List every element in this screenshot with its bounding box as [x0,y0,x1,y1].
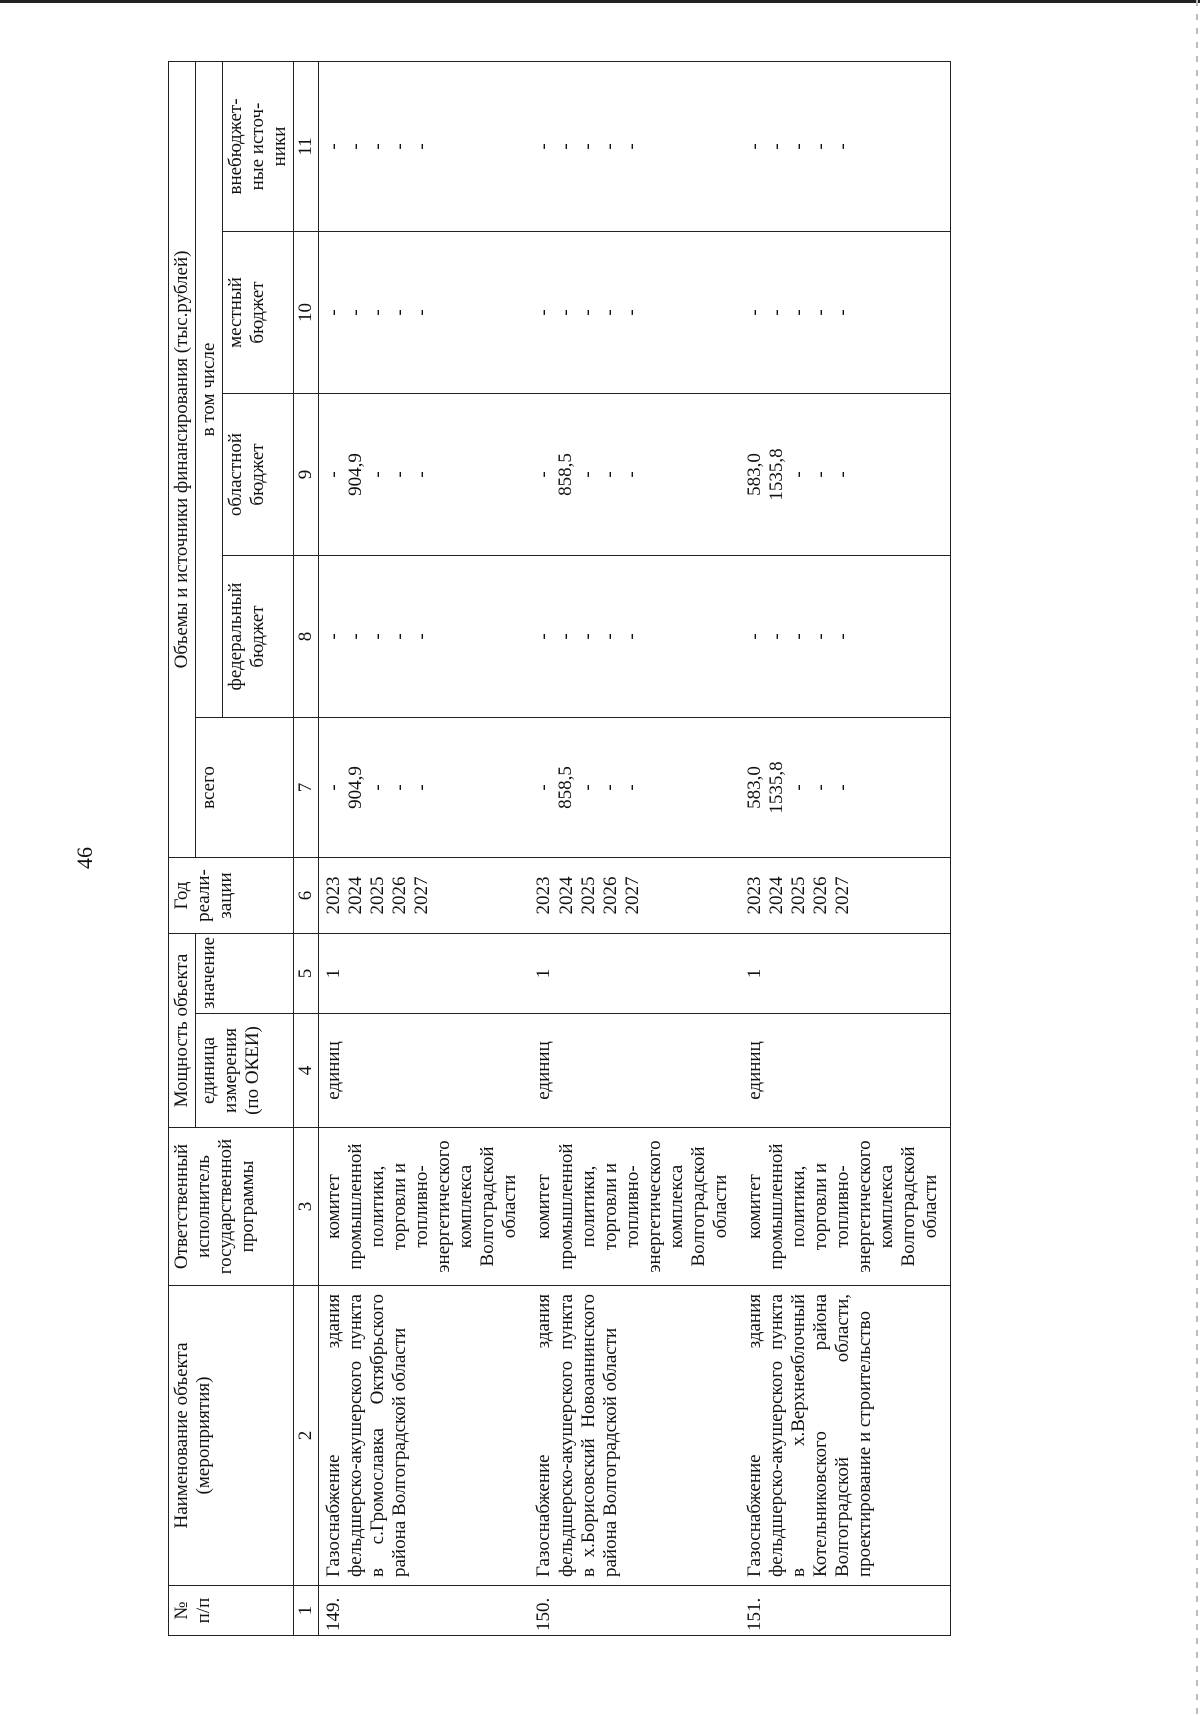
column-number: 6 [294,858,319,934]
finance-value: - [411,633,433,640]
finance-federal [740,556,951,718]
finance-value: - [367,471,389,478]
finance-value: - [555,143,577,150]
year-value: 2025 [577,876,599,915]
finance-extra [740,61,951,231]
column-number: 11 [294,61,319,231]
finance-value: - [743,633,765,640]
finance-value: - [323,143,345,150]
finance-value: - [787,784,809,791]
finance-value: - [577,633,599,640]
header-executor: Ответственный исполнитель государственной программы [169,1128,294,1286]
header-num: № п/п [169,1586,294,1636]
finance-value: - [389,309,411,316]
finance-value: - [345,633,367,640]
row-number: 149. [319,1586,530,1636]
finance-local [529,232,739,394]
finance-value: - [831,784,853,791]
finance-value: - [787,143,809,150]
finance-value: - [367,309,389,316]
finance-value: - [809,633,831,640]
finance-extra [529,61,739,231]
finance-regional [529,394,739,556]
implementation-years [529,858,739,934]
finance-value: - [831,633,853,640]
finance-value: - [787,309,809,316]
finance-value: - [555,633,577,640]
finance-value: - [533,143,555,150]
finance-value: - [411,143,433,150]
financing-table [168,61,951,1636]
finance-value: 583,0 [743,453,765,496]
responsible-executor: комитет промышленной политики, торговли и топливно-энергетического комплекса Волгоградской области [740,1128,951,1286]
finance-regional [319,394,530,556]
object-name: Газоснабжение здания фельдшерско-акушерского пункта в х.Борисовский Новоаннинского района Волгоградской области [529,1286,739,1586]
finance-value: - [809,784,831,791]
responsible-executor: комитет промышленной политики, торговли и топливно-энергетического комплекса Волгоградской области [319,1128,530,1286]
finance-value: - [743,309,765,316]
page-number: 46 [72,847,97,869]
finance-extra [319,61,530,231]
header-year: Год реали- зации [169,858,294,934]
finance-value: - [599,633,621,640]
finance-federal [319,556,530,718]
column-number: 8 [294,556,319,718]
year-value: 2024 [765,876,787,915]
year-value: 2027 [411,876,433,915]
finance-value: 1535,8 [765,761,787,814]
finance-value: - [533,471,555,478]
year-value: 2026 [599,876,621,915]
finance-value: - [809,471,831,478]
row-number: 150. [529,1586,739,1636]
finance-value: - [809,143,831,150]
finance-value: - [345,143,367,150]
finance-value: - [621,784,643,791]
finance-value: 858,5 [555,453,577,496]
header-total: всего [196,718,294,858]
finance-value: - [599,784,621,791]
column-number: 10 [294,232,319,394]
row-number: 151. [740,1586,951,1636]
finance-value: - [533,309,555,316]
finance-value: - [809,309,831,316]
finance-regional [740,394,951,556]
object-name: Газоснабжение здания фельдшерско-акушерского пункта в х.Верхнеяблочный Котельниковского района Волгоградской области, проектирование и строительство [740,1286,951,1586]
year-value: 2024 [555,876,577,915]
year-value: 2023 [743,876,765,915]
finance-value: - [743,143,765,150]
object-name: Газоснабжение здания фельдшерско-акушерского пункта в с.Громославка Октябрьского района Волгоградской области [319,1286,530,1586]
finance-value: - [831,309,853,316]
year-value: 2025 [787,876,809,915]
finance-value: - [621,471,643,478]
column-number: 7 [294,718,319,858]
header-regional: областной бюджет [223,394,294,556]
implementation-years [319,858,530,934]
finance-value: - [599,143,621,150]
capacity-value: 1 [529,934,739,1014]
finance-value: 858,5 [555,766,577,809]
header-including: в том числе [196,61,223,717]
finance-total [529,718,739,858]
finance-value: - [411,471,433,478]
finance-local [740,232,951,394]
finance-value: - [411,784,433,791]
year-value: 2024 [345,876,367,915]
finance-value: - [323,633,345,640]
finance-value: - [765,309,787,316]
finance-value: - [389,784,411,791]
table-row [319,61,530,1635]
finance-value: - [577,471,599,478]
capacity-value: 1 [740,934,951,1014]
finance-value: - [577,784,599,791]
finance-value: 904,9 [345,766,367,809]
finance-value: - [621,143,643,150]
column-number: 4 [294,1014,319,1128]
header-name: Наименование объекта (мероприятия) [169,1286,294,1586]
finance-value: 1535,8 [765,448,787,501]
header-local: местный бюджет [223,232,294,394]
capacity-value: 1 [319,934,530,1014]
column-number: 5 [294,934,319,1014]
implementation-years [740,858,951,934]
year-value: 2027 [621,876,643,915]
finance-value: - [389,143,411,150]
column-number: 3 [294,1128,319,1286]
finance-value: - [389,633,411,640]
finance-local [319,232,530,394]
finance-value: - [323,309,345,316]
finance-value: - [787,471,809,478]
table-row [740,61,951,1635]
responsible-executor: комитет промышленной политики, торговли и топливно-энергетического комплекса Волгоградской области [529,1128,739,1286]
finance-total [319,718,530,858]
finance-value: - [765,143,787,150]
finance-federal [529,556,739,718]
header-capacity: Мощность объекта [169,934,196,1128]
column-number: 2 [294,1286,319,1586]
finance-value: - [599,309,621,316]
finance-value: - [411,309,433,316]
header-capacity-unit: единица измерения (по ОКЕИ) [196,1014,294,1128]
header-extra: внебюджет- ные источ- ники [223,61,294,231]
finance-value: - [765,633,787,640]
finance-value: - [323,784,345,791]
finance-value: - [599,471,621,478]
finance-value: - [345,309,367,316]
finance-value: - [367,633,389,640]
year-value: 2023 [323,876,345,915]
year-value: 2027 [831,876,853,915]
finance-value: - [787,633,809,640]
year-value: 2023 [533,876,555,915]
finance-total [740,718,951,858]
finance-value: - [533,784,555,791]
capacity-unit: единиц [740,1014,951,1128]
header-finance: Объемы и источники финансирования (тыс.рублей) [169,61,196,857]
finance-value: - [367,143,389,150]
finance-value: - [323,471,345,478]
capacity-unit: единиц [529,1014,739,1128]
year-value: 2026 [389,876,411,915]
finance-value: - [621,309,643,316]
finance-value: - [577,309,599,316]
year-value: 2026 [809,876,831,915]
finance-value: - [831,143,853,150]
finance-value: - [389,471,411,478]
table-row [529,61,739,1635]
year-value: 2025 [367,876,389,915]
finance-value: - [621,633,643,640]
finance-value: 583,0 [743,766,765,809]
header-capacity-value: значение [196,934,294,1014]
header-federal: федеральный бюджет [223,556,294,718]
finance-value: - [831,471,853,478]
column-number: 1 [294,1586,319,1636]
capacity-unit: единиц [319,1014,530,1128]
column-number: 9 [294,394,319,556]
finance-value: - [577,143,599,150]
finance-value: - [555,309,577,316]
finance-value: - [533,633,555,640]
finance-value: - [367,784,389,791]
finance-value: 904,9 [345,453,367,496]
